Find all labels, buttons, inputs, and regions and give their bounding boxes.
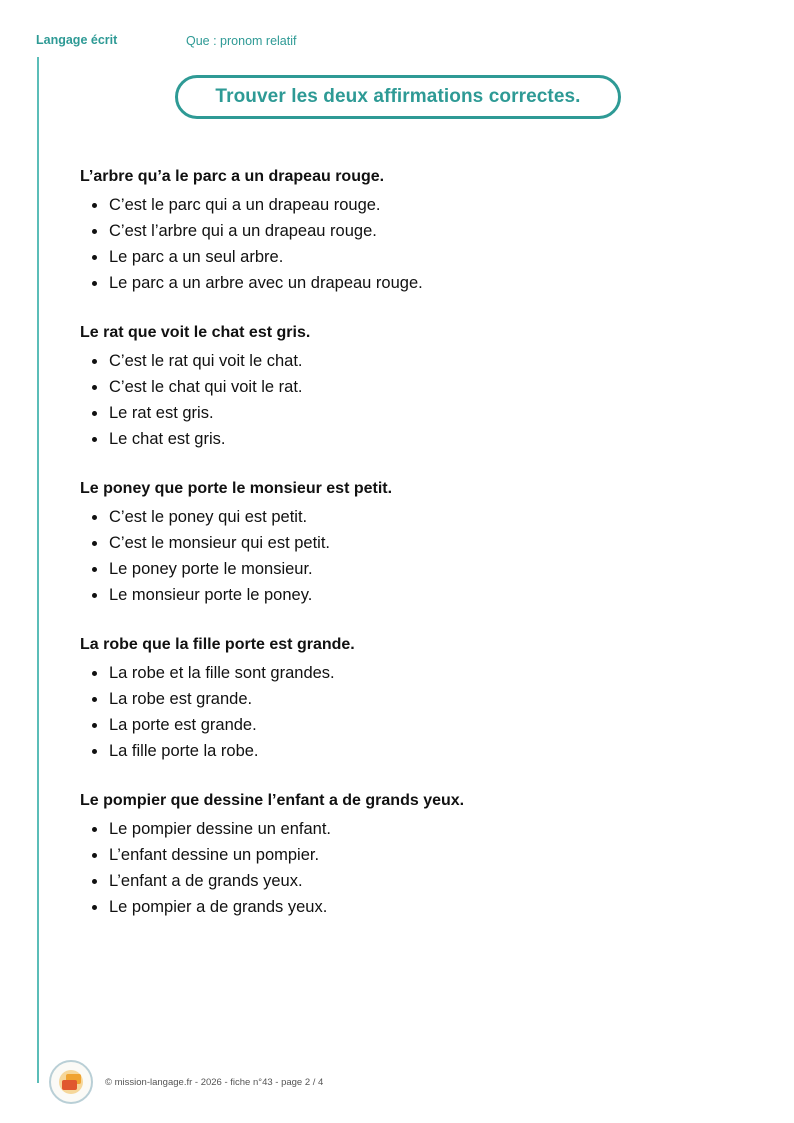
mission-langage-logo-icon — [49, 1060, 93, 1104]
choice-item — [80, 868, 760, 894]
bullet-icon — [92, 515, 97, 520]
bullet-icon — [92, 853, 97, 858]
choice-text: Le chat est gris. — [109, 430, 226, 448]
bullet-icon — [92, 437, 97, 442]
choice-item — [80, 374, 760, 400]
bullet-icon — [92, 411, 97, 416]
exercise-1 — [80, 166, 760, 296]
choice-item — [80, 712, 760, 738]
choice-item — [80, 816, 760, 842]
bullet-icon — [92, 827, 97, 832]
choice-text: Le monsieur porte le poney. — [109, 586, 313, 604]
choice-item — [80, 686, 760, 712]
exercise-2 — [80, 322, 760, 452]
choice-item — [80, 244, 760, 270]
bullet-icon — [92, 593, 97, 598]
bullet-icon — [92, 385, 97, 390]
choice-text: Le rat est gris. — [109, 404, 214, 422]
margin-divider-line — [37, 57, 39, 1083]
exercise-4 — [80, 634, 760, 764]
choice-item — [80, 270, 760, 296]
exercise-sentence: L’arbre qu’a le parc a un drapeau rouge. — [80, 168, 385, 185]
choice-item — [80, 348, 760, 374]
choice-item — [80, 400, 760, 426]
choice-item — [80, 738, 760, 764]
bullet-icon — [92, 255, 97, 260]
exercise-5 — [80, 790, 760, 920]
choice-item — [80, 556, 760, 582]
choice-item — [80, 894, 760, 920]
bullet-icon — [92, 229, 97, 234]
choice-text: L’enfant dessine un pompier. — [109, 846, 320, 864]
bullet-icon — [92, 203, 97, 208]
choice-text: Le pompier a de grands yeux. — [109, 898, 328, 916]
header-subject: Langage écrit — [36, 33, 118, 47]
exercise-sentence: La robe que la fille porte est grande. — [80, 636, 355, 653]
choice-list — [80, 660, 760, 764]
instruction-box — [175, 75, 621, 119]
bullet-icon — [92, 749, 97, 754]
choice-text: C’est le poney qui est petit. — [109, 508, 308, 526]
choice-item — [80, 660, 760, 686]
choice-text: C’est le chat qui voit le rat. — [109, 378, 303, 396]
choice-text: C’est le monsieur qui est petit. — [109, 534, 331, 552]
choice-item — [80, 192, 760, 218]
choice-text: Le poney porte le monsieur. — [109, 560, 313, 578]
bullet-icon — [92, 567, 97, 572]
choice-text: Le parc a un arbre avec un drapeau rouge. — [109, 274, 423, 292]
choice-list — [80, 348, 760, 452]
bullet-icon — [92, 541, 97, 546]
choice-list — [80, 504, 760, 608]
choice-text: C’est le rat qui voit le chat. — [109, 352, 303, 370]
choice-text: L’enfant a de grands yeux. — [109, 872, 303, 890]
choice-text: La robe et la fille sont grandes. — [109, 664, 335, 682]
bullet-icon — [92, 359, 97, 364]
choice-item — [80, 504, 760, 530]
choice-list — [80, 192, 760, 296]
bullet-icon — [92, 671, 97, 676]
bullet-icon — [92, 281, 97, 286]
choice-text: La porte est grande. — [109, 716, 257, 734]
exercise-sentence: Le rat que voit le chat est gris. — [80, 324, 311, 341]
choice-item — [80, 582, 760, 608]
choice-list — [80, 816, 760, 920]
exercise-sentence: Le pompier que dessine l’enfant a de grands yeux. — [80, 792, 465, 809]
instruction-text: Trouver les deux affirmations correctes. — [215, 86, 581, 107]
choice-item — [80, 426, 760, 452]
exercise-3 — [80, 478, 760, 608]
exercise-sentence: Le poney que porte le monsieur est petit. — [80, 480, 393, 497]
bullet-icon — [92, 723, 97, 728]
exercise-list — [80, 166, 760, 946]
speech-bubble-icon — [62, 1080, 77, 1090]
choice-text: La robe est grande. — [109, 690, 253, 708]
bullet-icon — [92, 697, 97, 702]
choice-text: La fille porte la robe. — [109, 742, 259, 760]
bullet-icon — [92, 905, 97, 910]
footer-copyright: © mission-langage.fr - 2026 - fiche n°43 - page 2 / 4 — [105, 1077, 324, 1088]
choice-text: C’est le parc qui a un drapeau rouge. — [109, 196, 381, 214]
choice-text: Le parc a un seul arbre. — [109, 248, 284, 266]
choice-item — [80, 530, 760, 556]
bullet-icon — [92, 879, 97, 884]
choice-item — [80, 218, 760, 244]
choice-text: C’est l’arbre qui a un drapeau rouge. — [109, 222, 377, 240]
choice-item — [80, 842, 760, 868]
choice-text: Le pompier dessine un enfant. — [109, 820, 331, 838]
header-topic: Que : pronom relatif — [186, 34, 297, 48]
